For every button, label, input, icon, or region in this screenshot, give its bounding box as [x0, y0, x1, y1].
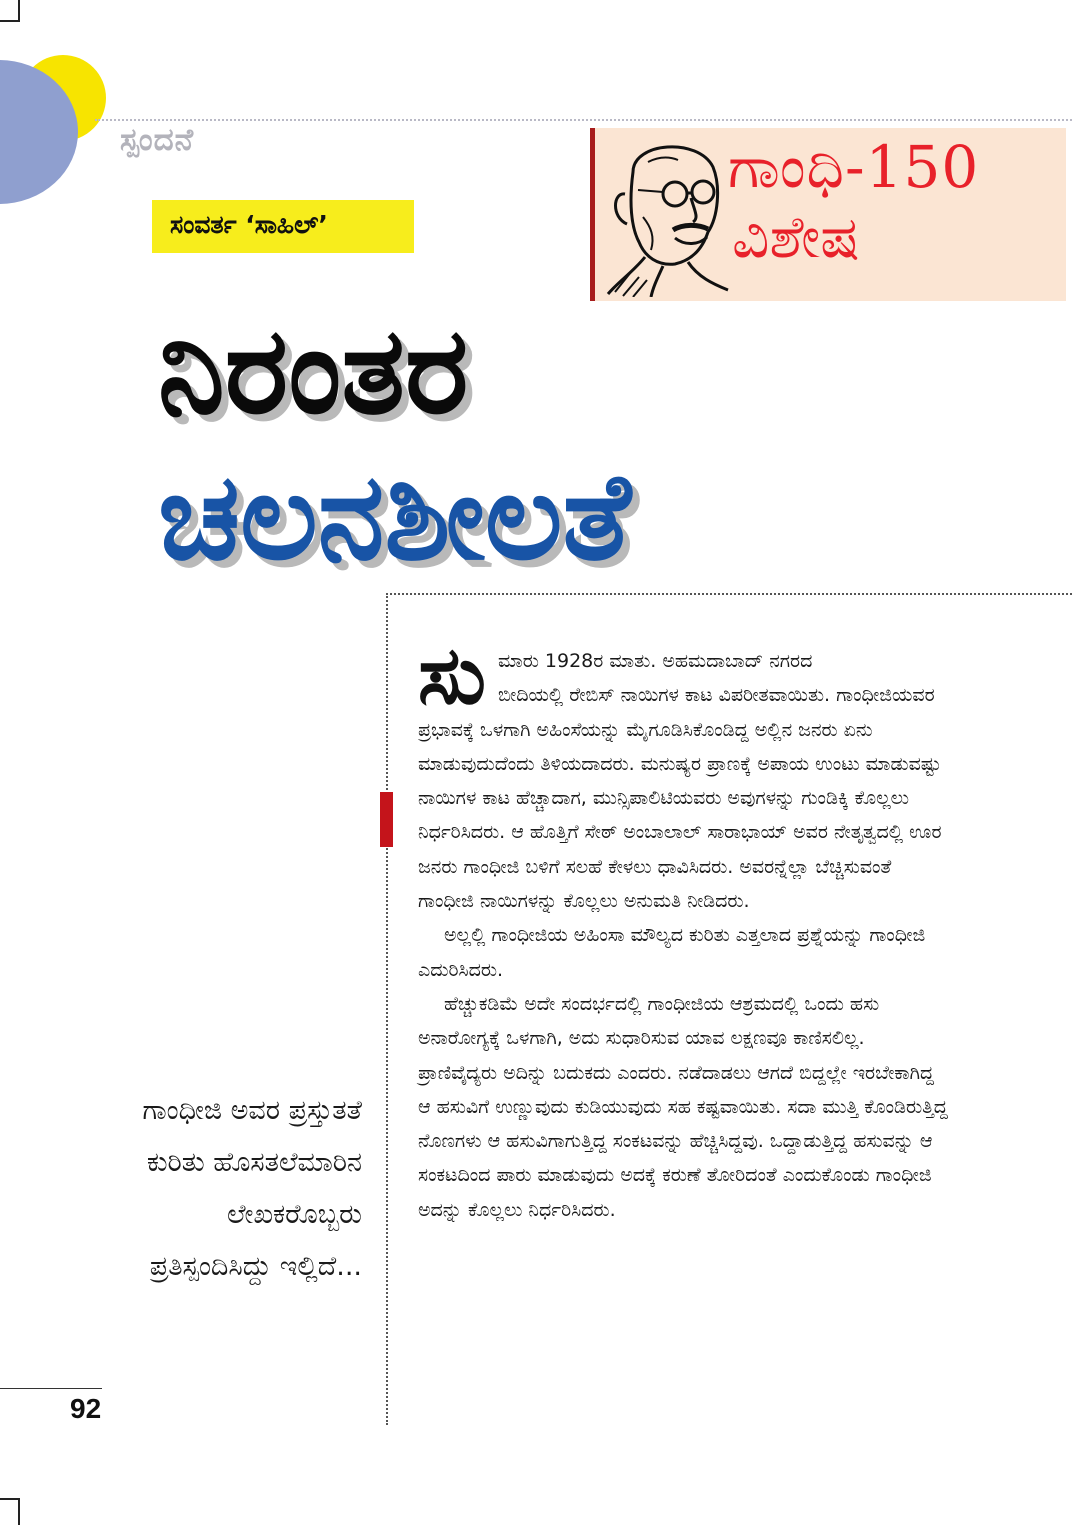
- badge-line-1: ಗಾಂಧಿ-150: [728, 133, 980, 201]
- page-number: 92: [70, 1393, 102, 1424]
- headline-line-2: ಚಲನಶೀಲತೆ: [158, 448, 631, 587]
- red-accent-bar: [380, 792, 393, 847]
- gandhi-portrait-icon: [603, 132, 733, 297]
- badge-line-2: ವಿಶೇಷ: [732, 203, 860, 271]
- article-paragraph-1: [418, 644, 948, 918]
- drop-cap: ಸು: [418, 629, 486, 722]
- article-top-rule: [386, 593, 1072, 595]
- header-dotted-rule: [95, 119, 1072, 121]
- headline-line-1: ನಿರಂತರ: [158, 302, 469, 441]
- article-paragraph-2: ಅಲ್ಲಲ್ಲಿ ಗಾಂಧೀಜಿಯ ಅಹಿಂಸಾ ಮೌಲ್ಯದ ಕುರಿತು ಎತ್ತಲಾದ ಪ್ರಶ್ನೆಯನ್ನು ಗಾಂಧೀಜಿ ಎದುರಿಸಿದರು.: [418, 924, 926, 981]
- page-number-rule: [0, 1388, 102, 1389]
- article-paragraph-1-text: ಬೀದಿಯಲ್ಲಿ ರೇಬಿಸ್ ನಾಯಿಗಳ ಕಾಟ ವಿಪರೀತವಾಯಿತು. ಗಾಂಧೀಜಿಯವರ ಪ್ರಭಾವಕ್ಕೆ ಒಳಗಾಗಿ ಅಹಿಂಸೆಯನ್ನು ಮೈಗೂಡಿಸಿಕೊಂಡಿದ್ದ ಅಲ್ಲಿನ ಜನರು ಏನು ಮಾಡುವುದುದೆಂದು ತಿಳಿಯದಾದರು. ಮನುಷ್ಯರ ಪ್ರಾಣಕ್ಕೆ ಅಪಾಯ ಉಂಟು ಮಾಡುವಷ್ಟು ನಾಯಿಗಳ ಕಾಟ ಹೆಚ್ಚಾದಾಗ, ಮುನ್ಸಿಪಾಲಿಟಿಯವರು ಅವುಗಳನ್ನು ಗುಂಡಿಕ್ಕಿ ಕೊಲ್ಲಲು ನಿರ್ಧರಿಸಿದರು. ಆ ಹೊತ್ತಿಗೆ ಸೇಠ್ ಅಂಬಾಲಾಲ್ ಸಾರಾಭಾಯ್ ಅವರ ನೇತೃತ್ವದಲ್ಲಿ ಊರ ಜನರು ಗಾಂಧೀಜಿ ಬಳಿಗೆ ಸಲಹೆ ಕೇಳಲು ಧಾವಿಸಿದರು. ಅವರನ್ನೆಲ್ಲಾ ಬೆಚ್ಚಿಸುವಂತೆ ಗಾಂಧೀಜಿ ನಾಯಿಗಳನ್ನು ಕೊಲ್ಲಲು ಅನುಮತಿ ನೀಡಿದರು.: [418, 684, 942, 913]
- pull-quote: ಗಾಂಧೀಜಿ ಅವರ ಪ್ರಸ್ತುತತೆ ಕುರಿತು ಹೊಸತಲೆಮಾರಿನ ಲೇಖಕರೊಬ್ಬರು ಪ್ರತಿಸ್ಪಂದಿಸಿದ್ದು ಇಲ್ಲಿದೆ...: [142, 1095, 362, 1282]
- section-label: ಸ್ಪಂದನೆ: [120, 122, 195, 158]
- article-paragraph-3: ಹೆಚ್ಚುಕಡಿಮೆ ಅದೇ ಸಂದರ್ಭದಲ್ಲಿ ಗಾಂಧೀಜಿಯ ಆಶ್ರಮದಲ್ಲಿ ಒಂದು ಹಸು ಅನಾರೋಗ್ಯಕ್ಕೆ ಒಳಗಾಗಿ, ಅದು ಸುಧಾರಿಸುವ ಯಾವ ಲಕ್ಷಣವೂ ಕಾಣಿಸಲಿಲ್ಲ. ಪ್ರಾಣಿವೈದ್ಯರು ಅದಿನ್ನು ಬದುಕದು ಎಂದರು. ನಡೆದಾಡಲು ಆಗದೆ ಬಿದ್ದಲ್ಲೇ ಇರಬೇಕಾಗಿದ್ದ ಆ ಹಸುವಿಗೆ ಉಣ್ಣುವುದು ಕುಡಿಯುವುದು ಸಹ ಕಷ್ಟವಾಯಿತು. ಸದಾ ಮುತ್ತಿ ಕೊಂಡಿರುತ್ತಿದ್ದ ನೊಣಗಳು ಆ ಹಸುವಿಗಾಗುತ್ತಿದ್ದ ಸಂಕಟವನ್ನು ಹೆಚ್ಚಿಸಿದ್ದವು. ಒದ್ದಾಡುತ್ತಿದ್ದ ಹಸುವನ್ನು ಆ ಸಂಕಟದಿಂದ ಪಾರು ಮಾಡುವುದು ಅದಕ್ಕೆ ಕರುಣೆ ತೋರಿದಂತೆ ಎಂದುಕೊಂಡು ಗಾಂಧೀಜಿ ಅದನ್ನು ಕೊಲ್ಲಲು ನಿರ್ಧರಿಸಿದರು.: [418, 992, 948, 1221]
- crop-mark-top-h: [0, 20, 20, 22]
- crop-mark-top-v: [18, 0, 20, 22]
- crop-mark-bottom-h: [0, 1498, 20, 1500]
- author-name: ಸಂವರ್ತ ‘ಸಾಹಿಲ್’: [170, 210, 328, 239]
- article-body: [418, 644, 948, 1227]
- column-divider: [386, 593, 388, 1425]
- article-first-line: ಮಾರು 1928ರ ಮಾತು. ಅಹಮದಾಬಾದ್ ನಗರದ: [498, 650, 813, 672]
- crop-mark-bottom-v: [18, 1498, 20, 1525]
